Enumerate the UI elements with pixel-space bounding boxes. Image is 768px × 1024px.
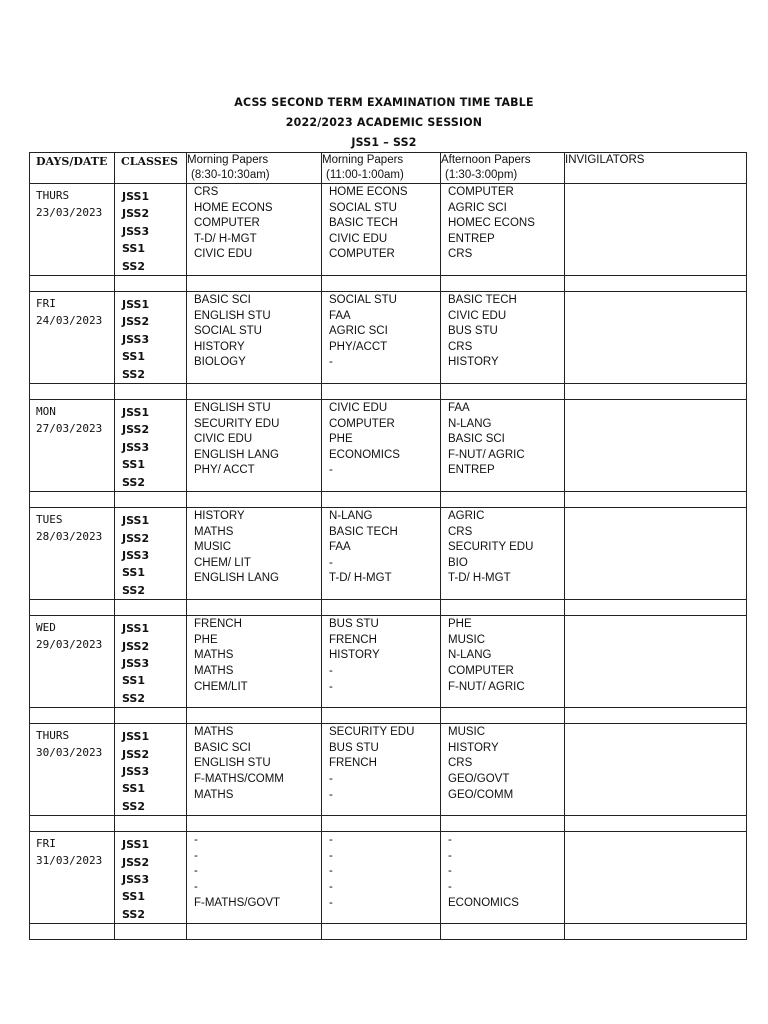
- document-title: ACSS SECOND TERM EXAMINATION TIME TABLE: [234, 95, 534, 110]
- spacer-cell: [187, 276, 322, 292]
- header-morning2-time: (11:00-1:00am): [326, 169, 404, 181]
- subject-entry: BIOLOGY: [194, 356, 246, 369]
- timetable-body: [30, 184, 747, 940]
- spacer-cell: [322, 384, 441, 400]
- morning2-papers-cell: [322, 832, 441, 924]
- class-label: JSS3: [122, 332, 150, 346]
- class-label: SS1: [122, 674, 146, 688]
- morning2-papers-cell: [322, 724, 441, 816]
- spacer-cell: [30, 708, 115, 724]
- subject-entry: ENTREP: [448, 232, 495, 245]
- spacer-row: [30, 276, 747, 292]
- subject-entry: SOCIAL STU: [329, 201, 397, 214]
- spacer-cell: [30, 600, 115, 616]
- subject-entry: HOMEC ECONS: [448, 217, 535, 230]
- day-name: WED: [36, 621, 56, 635]
- class-label: JSS3: [122, 764, 150, 778]
- class-label: JSS1: [122, 190, 150, 203]
- spacer-cell: [322, 276, 441, 292]
- subject-entry: MATHS: [194, 726, 234, 739]
- class-label: SS1: [122, 566, 146, 580]
- class-label: SS1: [122, 350, 146, 364]
- morning2-papers-cell: [322, 616, 441, 708]
- spacer-row: [30, 492, 747, 508]
- spacer-cell: [322, 708, 441, 724]
- afternoon-papers-cell: [441, 400, 565, 492]
- subject-entry: CRS: [448, 525, 473, 538]
- day-name: TUES: [36, 513, 63, 527]
- subject-entry: HISTORY: [448, 356, 499, 369]
- spacer-cell: [441, 924, 565, 940]
- day-name: FRI: [36, 297, 56, 311]
- subject-entry: MUSIC: [448, 726, 486, 739]
- class-label: JSS1: [122, 838, 150, 852]
- spacer-cell: [322, 816, 441, 832]
- header-afternoon-time: (1:30-3:00pm): [445, 169, 518, 181]
- subject-entry: CIVIC EDU: [448, 309, 507, 322]
- class-label: SS1: [122, 782, 146, 796]
- spacer-cell: [565, 384, 747, 400]
- academic-session: 2022/2023 ACADEMIC SESSION: [285, 115, 483, 130]
- class-label: JSS2: [122, 639, 150, 653]
- class-label: JSS3: [122, 873, 150, 886]
- class-label: JSS2: [122, 207, 150, 221]
- class-label: JSS3: [122, 656, 150, 670]
- day-date-cell: [30, 616, 115, 708]
- subject-entry: -: [329, 834, 333, 847]
- class-label: SS1: [122, 242, 146, 256]
- subject-entry: CRS: [448, 248, 473, 261]
- subject-entry: COMPUTER: [448, 186, 514, 198]
- subject-entry: -: [194, 880, 198, 893]
- spacer-cell: [187, 924, 322, 940]
- subject-entry: -: [329, 664, 333, 677]
- subject-entry: FRENCH: [329, 633, 377, 646]
- subject-entry: -: [448, 834, 452, 847]
- afternoon-papers-cell: [441, 724, 565, 816]
- spacer-cell: [441, 384, 565, 400]
- morning1-papers-cell: [187, 400, 322, 492]
- class-label: JSS3: [122, 440, 150, 454]
- class-label: SS2: [122, 799, 146, 813]
- exam-date: 30/03/2023: [36, 746, 103, 760]
- morning2-papers-cell: [322, 400, 441, 492]
- day-date-cell: [30, 724, 115, 816]
- class-label: JSS1: [122, 622, 150, 636]
- subject-entry: FAA: [448, 402, 470, 415]
- day-date-cell: [30, 508, 115, 600]
- subject-entry: -: [194, 849, 198, 862]
- class-label: JSS1: [122, 514, 150, 528]
- subject-entry: CHEM/LIT: [194, 680, 248, 693]
- day-row: [30, 724, 747, 816]
- subject-entry: FRENCH: [194, 618, 242, 631]
- invigilators-cell: [565, 832, 747, 924]
- spacer-cell: [115, 816, 187, 832]
- class-label: SS2: [122, 475, 146, 489]
- spacer-row: [30, 708, 747, 724]
- subject-entry: PHE: [448, 618, 472, 631]
- class-label: JSS1: [122, 298, 150, 312]
- class-label: SS2: [122, 583, 146, 597]
- subject-entry: FAA: [329, 541, 351, 554]
- subject-entry: -: [329, 556, 333, 569]
- spacer-cell: [115, 600, 187, 616]
- header-row: [30, 153, 747, 184]
- subject-entry: SECURITY EDU: [448, 541, 534, 554]
- class-label: JSS2: [122, 531, 150, 545]
- subject-entry: COMPUTER: [194, 217, 260, 230]
- invigilators-cell: [565, 292, 747, 384]
- spacer-cell: [187, 492, 322, 508]
- subject-entry: CIVIC EDU: [194, 433, 253, 446]
- subject-entry: CIVIC EDU: [329, 402, 388, 415]
- spacer-cell: [565, 276, 747, 292]
- subject-entry: CRS: [194, 186, 219, 198]
- afternoon-papers-cell: [441, 292, 565, 384]
- header-morning1-time: (8:30-10:30am): [191, 169, 270, 181]
- subject-entry: CRS: [448, 340, 473, 353]
- day-name: THURS: [36, 189, 70, 202]
- spacer-cell: [115, 708, 187, 724]
- exam-date: 31/03/2023: [36, 854, 103, 868]
- subject-entry: ENTREP: [448, 464, 495, 477]
- subject-entry: ENGLISH STU: [194, 402, 271, 415]
- morning1-papers-cell: [187, 292, 322, 384]
- subject-entry: ENGLISH STU: [194, 757, 271, 770]
- subject-entry: BASIC TECH: [448, 294, 517, 307]
- spacer-cell: [187, 600, 322, 616]
- header-classes: CLASSES: [115, 153, 187, 184]
- subject-entry: BASIC SCI: [448, 433, 505, 446]
- day-row: [30, 832, 747, 924]
- classes-cell: [115, 184, 187, 276]
- subject-entry: F-MATHS/GOVT: [194, 896, 281, 909]
- subject-entry: MATHS: [194, 664, 234, 677]
- subject-entry: AGRIC SCI: [448, 201, 507, 214]
- spacer-cell: [441, 816, 565, 832]
- subject-entry: ENGLISH LANG: [194, 448, 279, 461]
- subject-entry: HOME ECONS: [194, 201, 273, 214]
- subject-entry: -: [329, 464, 333, 477]
- spacer-cell: [187, 816, 322, 832]
- subject-entry: CRS: [448, 757, 473, 770]
- class-label: SS2: [122, 691, 146, 705]
- subject-entry: BUS STU: [448, 325, 498, 338]
- subject-entry: FRENCH: [329, 757, 377, 770]
- class-label: SS1: [122, 890, 146, 904]
- afternoon-papers-cell: [441, 616, 565, 708]
- subject-entry: F-MATHS/COMM: [194, 772, 284, 785]
- classes-cell: [115, 292, 187, 384]
- spacer-cell: [187, 384, 322, 400]
- subject-entry: GEO/GOVT: [448, 772, 510, 785]
- morning1-papers-cell: [187, 184, 322, 276]
- day-date-cell: [30, 400, 115, 492]
- class-label: JSS2: [122, 423, 150, 437]
- day-row: [30, 184, 747, 276]
- spacer-cell: [30, 492, 115, 508]
- spacer-cell: [30, 384, 115, 400]
- subject-entry: -: [448, 865, 452, 878]
- subject-entry: T-D/ H-MGT: [194, 232, 257, 245]
- subject-entry: HISTORY: [448, 741, 499, 754]
- header-morning-papers-1: [187, 153, 322, 184]
- subject-entry: N-LANG: [448, 649, 492, 662]
- classes-cell: [115, 400, 187, 492]
- subject-entry: CIVIC EDU: [194, 248, 253, 261]
- exam-date: 28/03/2023: [36, 530, 103, 544]
- subject-entry: COMPUTER: [448, 664, 514, 677]
- subject-entry: BUS STU: [329, 618, 379, 631]
- subject-entry: MUSIC: [194, 541, 232, 554]
- spacer-cell: [565, 708, 747, 724]
- subject-entry: AGRIC SCI: [329, 325, 388, 338]
- classes-cell: [115, 616, 187, 708]
- subject-entry: HISTORY: [329, 649, 380, 662]
- subject-entry: T-D/ H-MGT: [448, 572, 511, 585]
- subject-entry: -: [194, 865, 198, 878]
- spacer-cell: [115, 492, 187, 508]
- subject-entry: ECONOMICS: [329, 448, 400, 461]
- day-date-cell: [30, 832, 115, 924]
- header-invigilators: INVIGILATORS: [565, 153, 747, 184]
- spacer-cell: [115, 384, 187, 400]
- subject-entry: AGRIC: [448, 510, 485, 523]
- class-range: JSS1 – SS2: [351, 135, 417, 150]
- header-morning-papers-2: [322, 153, 441, 184]
- subject-entry: T-D/ H-MGT: [329, 572, 392, 585]
- classes-cell: [115, 508, 187, 600]
- invigilators-cell: [565, 616, 747, 708]
- subject-entry: MATHS: [194, 649, 234, 662]
- morning1-papers-cell: [187, 724, 322, 816]
- subject-entry: SOCIAL STU: [194, 325, 262, 338]
- day-name: THURS: [36, 729, 70, 743]
- invigilators-cell: [565, 508, 747, 600]
- class-label: SS2: [122, 367, 146, 381]
- invigilators-cell: [565, 184, 747, 276]
- spacer-cell: [565, 924, 747, 940]
- spacer-row: [30, 924, 747, 940]
- afternoon-papers-cell: [441, 184, 565, 276]
- subject-entry: SECURITY EDU: [194, 417, 280, 430]
- class-label: JSS3: [122, 548, 150, 562]
- day-name: FRI: [36, 837, 56, 851]
- subject-entry: PHE: [194, 633, 218, 646]
- subject-entry: SECURITY EDU: [329, 726, 415, 739]
- spacer-cell: [115, 276, 187, 292]
- spacer-cell: [322, 492, 441, 508]
- spacer-cell: [322, 600, 441, 616]
- class-label: SS2: [122, 907, 146, 921]
- class-label: SS2: [122, 259, 146, 273]
- subject-entry: BUS STU: [329, 741, 379, 754]
- morning2-papers-cell: [322, 184, 441, 276]
- spacer-cell: [322, 924, 441, 940]
- spacer-cell: [441, 276, 565, 292]
- spacer-cell: [187, 708, 322, 724]
- header-afternoon-label: Afternoon Papers: [441, 154, 531, 166]
- classes-cell: [115, 832, 187, 924]
- spacer-row: [30, 816, 747, 832]
- subject-entry: -: [329, 849, 333, 862]
- subject-entry: BASIC TECH: [329, 525, 398, 538]
- day-row: [30, 616, 747, 708]
- morning1-papers-cell: [187, 832, 322, 924]
- afternoon-papers-cell: [441, 832, 565, 924]
- spacer-cell: [115, 924, 187, 940]
- subject-entry: N-LANG: [329, 510, 373, 523]
- subject-entry: BASIC SCI: [194, 741, 251, 754]
- day-row: [30, 400, 747, 492]
- subject-entry: PHY/ACCT: [329, 340, 388, 353]
- class-label: SS1: [122, 458, 146, 472]
- subject-entry: -: [329, 865, 333, 878]
- exam-date: 27/03/2023: [36, 422, 103, 436]
- spacer-cell: [565, 600, 747, 616]
- day-row: [30, 508, 747, 600]
- spacer-cell: [441, 600, 565, 616]
- subject-entry: MATHS: [194, 525, 234, 538]
- day-date-cell: [30, 184, 115, 276]
- subject-entry: MATHS: [194, 788, 234, 801]
- class-label: JSS3: [122, 224, 150, 238]
- subject-entry: CHEM/ LIT: [194, 556, 251, 569]
- header-morning2-label: Morning Papers: [322, 154, 404, 166]
- subject-entry: HISTORY: [194, 340, 245, 353]
- subject-entry: -: [329, 680, 333, 693]
- morning1-papers-cell: [187, 508, 322, 600]
- header-days-date: DAYS/DATE: [30, 153, 115, 184]
- spacer-cell: [30, 816, 115, 832]
- exam-date: 29/03/2023: [36, 638, 103, 652]
- exam-date: 23/03/2023: [36, 206, 103, 219]
- subject-entry: F-NUT/ AGRIC: [448, 680, 525, 693]
- subject-entry: HOME ECONS: [329, 186, 408, 198]
- spacer-cell: [441, 492, 565, 508]
- day-row: [30, 292, 747, 384]
- subject-entry: MUSIC: [448, 633, 486, 646]
- spacer-cell: [30, 924, 115, 940]
- day-date-cell: [30, 292, 115, 384]
- subject-entry: BIO: [448, 556, 468, 569]
- subject-entry: N-LANG: [448, 417, 492, 430]
- subject-entry: -: [329, 772, 333, 785]
- subject-entry: -: [329, 788, 333, 801]
- morning1-papers-cell: [187, 616, 322, 708]
- subject-entry: COMPUTER: [329, 248, 395, 261]
- class-label: JSS2: [122, 747, 150, 761]
- subject-entry: -: [194, 834, 198, 847]
- spacer-cell: [441, 708, 565, 724]
- day-name: MON: [36, 405, 56, 419]
- subject-entry: ENGLISH STU: [194, 309, 271, 322]
- classes-cell: [115, 724, 187, 816]
- subject-entry: GEO/COMM: [448, 788, 514, 801]
- spacer-cell: [30, 276, 115, 292]
- header-afternoon-papers: [441, 153, 565, 184]
- spacer-row: [30, 384, 747, 400]
- spacer-cell: [565, 492, 747, 508]
- morning2-papers-cell: [322, 292, 441, 384]
- subject-entry: ENGLISH LANG: [194, 572, 279, 585]
- subject-entry: BASIC TECH: [329, 217, 398, 230]
- subject-entry: -: [329, 896, 333, 909]
- afternoon-papers-cell: [441, 508, 565, 600]
- invigilators-cell: [565, 400, 747, 492]
- class-label: JSS2: [122, 855, 150, 869]
- subject-entry: BASIC SCI: [194, 294, 251, 307]
- timetable: [29, 152, 747, 940]
- spacer-row: [30, 600, 747, 616]
- subject-entry: -: [329, 356, 333, 369]
- subject-entry: SOCIAL STU: [329, 294, 397, 307]
- subject-entry: FAA: [329, 309, 351, 322]
- class-label: JSS1: [122, 730, 150, 744]
- subject-entry: HISTORY: [194, 510, 245, 523]
- subject-entry: F-NUT/ AGRIC: [448, 448, 525, 461]
- subject-entry: ECONOMICS: [448, 896, 519, 909]
- header-morning1-label: Morning Papers: [187, 154, 269, 166]
- spacer-cell: [565, 816, 747, 832]
- morning2-papers-cell: [322, 508, 441, 600]
- subject-entry: COMPUTER: [329, 417, 395, 430]
- subject-entry: PHE: [329, 433, 353, 446]
- subject-entry: CIVIC EDU: [329, 232, 388, 245]
- subject-entry: -: [448, 849, 452, 862]
- subject-entry: -: [329, 880, 333, 893]
- subject-entry: PHY/ ACCT: [194, 464, 255, 477]
- invigilators-cell: [565, 724, 747, 816]
- class-label: JSS2: [122, 315, 150, 329]
- exam-date: 24/03/2023: [36, 314, 103, 328]
- class-label: JSS1: [122, 406, 150, 420]
- subject-entry: -: [448, 880, 452, 893]
